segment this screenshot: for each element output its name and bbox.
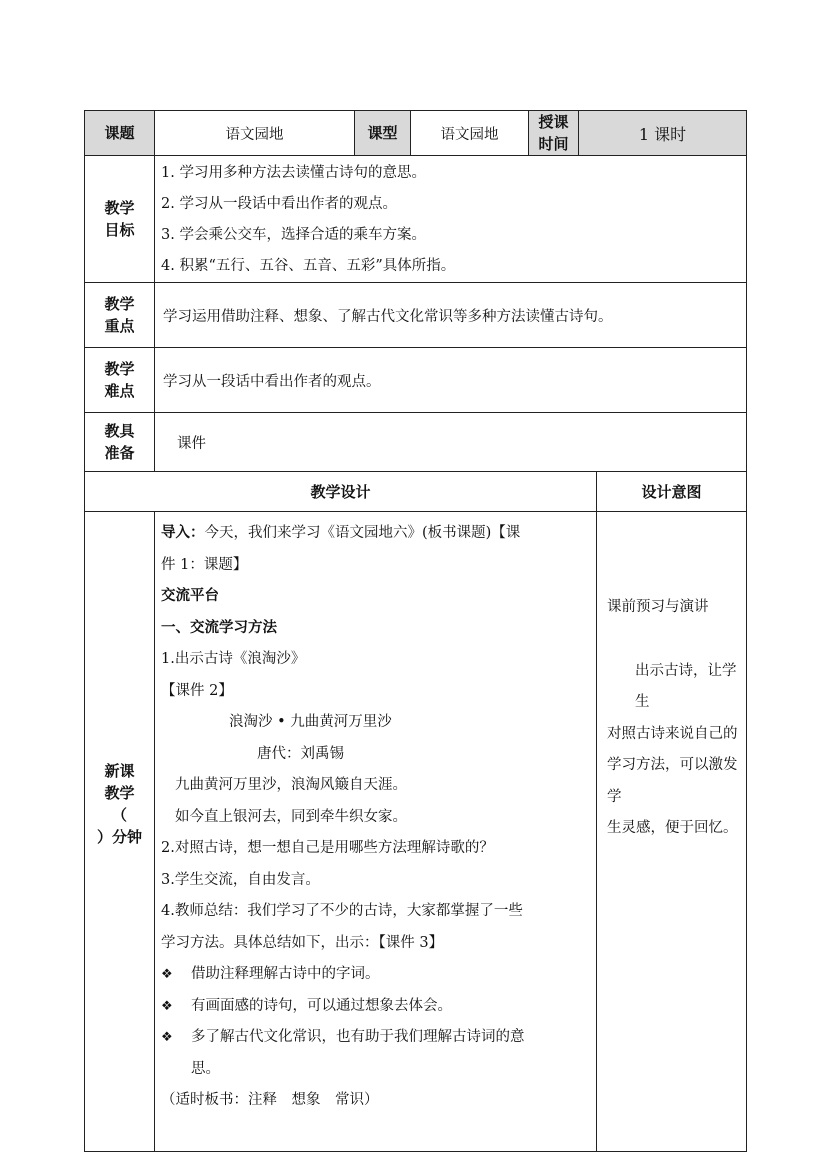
design-header-row bbox=[85, 472, 747, 512]
intro-label: 导入： bbox=[161, 525, 205, 541]
new-lesson-label-line4: ）分钟 bbox=[96, 828, 142, 846]
bullet-item bbox=[161, 991, 592, 1023]
intro-line bbox=[161, 518, 592, 550]
poem-line-2: 如今直上银河去，同到牵牛织女家。 bbox=[175, 808, 407, 825]
courseware-2: 【课件 2】 bbox=[161, 682, 233, 699]
objectives-label bbox=[85, 156, 155, 283]
step4-line1: 4.教师总结：我们学习了不少的古诗，大家都掌握了一些 bbox=[161, 903, 523, 919]
objectives-row bbox=[85, 156, 747, 283]
new-lesson-label-line2: 教学 bbox=[104, 784, 135, 802]
step3: 3.学生交流，自由发言。 bbox=[161, 871, 320, 888]
objectives-label-line2: 目标 bbox=[104, 221, 135, 239]
objectives-label-line1: 教学 bbox=[104, 199, 135, 217]
step2: 2.对照古诗，想一想自己是用哪些方法理解诗歌的？ bbox=[161, 840, 494, 856]
bullet-diamond-icon: ❖ bbox=[161, 1030, 173, 1045]
tools-label-line1: 教具 bbox=[104, 422, 135, 440]
objectives-list bbox=[155, 156, 747, 283]
tools-text: 课件 bbox=[155, 413, 747, 472]
tools-label-line2: 准备 bbox=[104, 444, 135, 462]
bullet-text: 多了解古代文化常识，也有助于我们理解古诗词的意 bbox=[191, 1029, 525, 1045]
intent-para-line: 学习方法，可以激发学 bbox=[607, 757, 738, 805]
new-lesson-label-line3: （ bbox=[111, 806, 127, 824]
intent-line1: 课前预习与演讲 bbox=[607, 599, 709, 615]
bullet-item bbox=[161, 1022, 592, 1054]
time-label-line2: 时间 bbox=[538, 135, 569, 153]
objective-item: 2. 学习从一段话中看出作者的观点。 bbox=[161, 196, 397, 212]
bullet-diamond-icon: ❖ bbox=[161, 967, 173, 982]
time-value: 1 课时 bbox=[579, 111, 747, 156]
board-note: （适时板书：注释 想象 常识） bbox=[161, 1092, 379, 1108]
intro-line-2: 件 1：课题】 bbox=[161, 556, 248, 573]
poem-line-1: 九曲黄河万里沙，浪淘风簸自天涯。 bbox=[175, 777, 407, 793]
key-points-label bbox=[85, 283, 155, 348]
intro-text: 今天，我们来学习《语文园地六》(板书课题)【课 bbox=[204, 525, 521, 541]
bullet-continuation: 思。 bbox=[191, 1060, 220, 1077]
part1-heading: 一、交流学习方法 bbox=[161, 619, 277, 636]
difficulties-label bbox=[85, 348, 155, 413]
key-points-text: 学习运用借助注释、想象、了解古代文化常识等多种方法读懂古诗句。 bbox=[155, 283, 747, 348]
difficulties-row bbox=[85, 348, 747, 413]
key-points-label-line2: 重点 bbox=[104, 317, 135, 335]
difficulties-text: 学习从一段话中看出作者的观点。 bbox=[155, 348, 747, 413]
step4-line2: 学习方法。具体总结如下，出示：【课件 3】 bbox=[161, 934, 444, 951]
new-lesson-label-line1: 新课 bbox=[104, 762, 135, 780]
type-label: 课型 bbox=[355, 111, 411, 156]
type-value: 语文园地 bbox=[411, 111, 529, 156]
bullet-diamond-icon: ❖ bbox=[161, 998, 173, 1014]
key-points-row bbox=[85, 283, 747, 348]
bullet-text: 借助注释理解古诗中的字词。 bbox=[191, 966, 380, 982]
subject-label: 课题 bbox=[85, 111, 155, 156]
objective-item: 4. 积累“五行、五谷、五音、五彩”具体所指。 bbox=[161, 258, 456, 274]
intent-para-line: 对照古诗来说自己的 bbox=[607, 725, 738, 742]
objective-item: 1. 学习用多种方法去读懂古诗句的意思。 bbox=[161, 165, 426, 181]
difficulties-label-line1: 教学 bbox=[104, 360, 135, 378]
intent-para-line: 出示古诗，让学生 bbox=[635, 662, 737, 710]
design-intent-title: 设计意图 bbox=[597, 472, 747, 512]
lesson-plan-table bbox=[84, 110, 747, 1152]
tools-row bbox=[85, 413, 747, 472]
poem-author: 唐代：刘禹锡 bbox=[257, 745, 344, 762]
tools-label bbox=[85, 413, 155, 472]
objective-item: 3. 学会乘公交车，选择合适的乘车方案。 bbox=[161, 227, 426, 243]
poem-title: 浪淘沙 • 九曲黄河万里沙 bbox=[229, 714, 392, 730]
platform-heading: 交流平台 bbox=[161, 588, 219, 604]
new-lesson-row bbox=[85, 512, 747, 1152]
new-lesson-label bbox=[85, 512, 155, 1152]
teaching-design-title: 教学设计 bbox=[85, 472, 597, 512]
time-label bbox=[529, 111, 579, 156]
lesson-content bbox=[155, 512, 597, 1152]
difficulties-label-line2: 难点 bbox=[104, 382, 135, 400]
design-intent-content bbox=[597, 512, 747, 1152]
time-label-line1: 授课 bbox=[538, 113, 569, 131]
key-points-label-line1: 教学 bbox=[104, 295, 135, 313]
header-row bbox=[85, 111, 747, 156]
subject-value: 语文园地 bbox=[155, 111, 355, 156]
step1: 1.出示古诗《浪淘沙》 bbox=[161, 651, 306, 667]
bullet-text: 有画面感的诗句，可以通过想象去体会。 bbox=[191, 997, 452, 1014]
intent-para-line: 生灵感，便于回忆。 bbox=[607, 820, 738, 836]
bullet-item bbox=[161, 959, 592, 991]
